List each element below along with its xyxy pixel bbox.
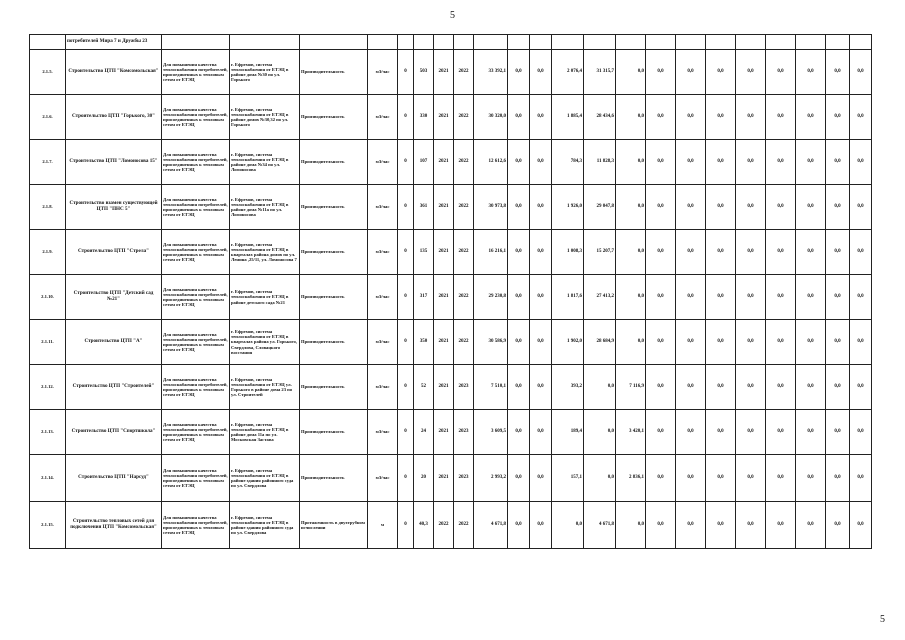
row-value: 0,0	[530, 275, 552, 320]
row-value: 0,0	[584, 365, 616, 410]
row-value: 0,0	[508, 502, 530, 549]
page-number-bottom: 5	[880, 614, 885, 625]
row-value: 0,0	[616, 275, 646, 320]
row-value: 0,0	[826, 455, 850, 502]
row-value: 0,0	[766, 365, 796, 410]
page-number-top: 5	[450, 10, 455, 21]
row-value: 0,0	[676, 320, 706, 365]
row-value: 0,0	[826, 320, 850, 365]
row-value: 0,0	[736, 50, 766, 95]
row-purpose: Для повышения качества теплоснабжения потребителей, присоединенных к тепловым сетям от ЕТЭЦ	[162, 455, 230, 502]
row-total-cost: 4 671,8	[474, 502, 508, 549]
row-value: 0,0	[676, 50, 706, 95]
row-year-start: 2021	[434, 320, 454, 365]
row-value: 0,0	[736, 455, 766, 502]
row-location: г. Ефремов, система теплоснабжения от ЕТЭЦ в районе здания районного суда по ул. Свердлова	[230, 502, 300, 549]
row-year-start: 2021	[434, 185, 454, 230]
row-purpose: Для повышения качества теплоснабжения потребителей, присоединенных к тепловым сетям от ЕТЭЦ	[162, 410, 230, 455]
row-value: 361	[414, 185, 434, 230]
row-value: 0,0	[646, 410, 676, 455]
row-value: 15 207,7	[584, 230, 616, 275]
table-row	[30, 410, 872, 455]
investment-program-table	[29, 34, 872, 549]
row-total-cost: 3 609,5	[474, 410, 508, 455]
row-value: 52	[414, 365, 434, 410]
row-value: 0,0	[676, 95, 706, 140]
row-year-end: 2022	[454, 185, 474, 230]
row-name: Строительство ЦТП "Детский сад №21"	[66, 275, 162, 320]
row-value: 393,2	[552, 365, 584, 410]
row-value: 0,0	[584, 410, 616, 455]
row-unit: мЗ/час	[368, 95, 398, 140]
row-purpose: Для повышения качества теплоснабжения потребителей, присоединенных к тепловым сетям от ЕТЭЦ	[162, 365, 230, 410]
row-name: Строительство ЦТП "Ломоносова 15"	[66, 140, 162, 185]
row-value: 0,0	[706, 95, 736, 140]
row-value: 1 926,0	[552, 185, 584, 230]
row-total-cost: 2 993,2	[474, 455, 508, 502]
row-value: 0,0	[796, 502, 826, 549]
row-year-end: 2022	[454, 50, 474, 95]
row-value: 0,0	[646, 185, 676, 230]
row-parameter: Производительность	[300, 320, 368, 365]
table-row	[30, 320, 872, 365]
row-year-start: 2021	[434, 50, 454, 95]
row-id: 2.1.12.	[30, 365, 66, 410]
row-value: 157,1	[552, 455, 584, 502]
row-parameter: Производительность	[300, 140, 368, 185]
row-total-cost: 16 216,1	[474, 230, 508, 275]
row-value: 0,0	[796, 95, 826, 140]
row-value: 0,0	[552, 502, 584, 549]
row-value: 0,0	[796, 320, 826, 365]
row-value: 0,0	[850, 185, 872, 230]
row-value: 28 434,6	[584, 95, 616, 140]
row-value: 1 008,3	[552, 230, 584, 275]
row-value: 27 413,2	[584, 275, 616, 320]
row-parameter: Производительность	[300, 275, 368, 320]
row-purpose: Для повышения качества теплоснабжения потребителей, присоединенных к тепловым сетям от ЕТЭЦ	[162, 50, 230, 95]
row-id: 2.1.14.	[30, 455, 66, 502]
row-value: 0,0	[530, 50, 552, 95]
row-value: 0,0	[706, 320, 736, 365]
row-parameter: Производительность	[300, 50, 368, 95]
row-value: 0,0	[530, 502, 552, 549]
row-unit: мЗ/час	[368, 185, 398, 230]
row-value: 0,0	[736, 410, 766, 455]
row-parameter: Производительность	[300, 365, 368, 410]
row-unit: мЗ/час	[368, 455, 398, 502]
row-total-cost: 33 392,1	[474, 50, 508, 95]
row-year-end: 2022	[454, 320, 474, 365]
row-value: 0,0	[676, 410, 706, 455]
row-value: 2 836,1	[616, 455, 646, 502]
row-value: 0,0	[584, 455, 616, 502]
row-value: 0,0	[796, 365, 826, 410]
row-purpose: Для повышения качества теплоснабжения потребителей, присоединенных к тепловым сетям от ЕТЭЦ	[162, 185, 230, 230]
row-value: 0,0	[826, 365, 850, 410]
row-value: 0,0	[850, 275, 872, 320]
row-name: Строительство ЦТП "Стрела"	[66, 230, 162, 275]
row-value: 0,0	[530, 365, 552, 410]
row-name: Строительство взамен существующей ЦТП "ПНС 5"	[66, 185, 162, 230]
row-value: 0,0	[766, 410, 796, 455]
row-value: 0,0	[706, 185, 736, 230]
row-value: 0,0	[646, 320, 676, 365]
row-value: 0,0	[646, 275, 676, 320]
row-total-cost: 30 586,9	[474, 320, 508, 365]
row-value: 0,0	[508, 410, 530, 455]
row-unit: мЗ/час	[368, 410, 398, 455]
row-value: 0,0	[616, 185, 646, 230]
table-row	[30, 185, 872, 230]
row-value: 0,0	[736, 95, 766, 140]
row-id: 2.1.15.	[30, 502, 66, 549]
row-year-end: 2022	[454, 502, 474, 549]
row-total-cost: 12 612,6	[474, 140, 508, 185]
row-value: 0,0	[736, 365, 766, 410]
row-value: 0,0	[850, 50, 872, 95]
row-value: 20	[414, 455, 434, 502]
row-value: 0,0	[826, 95, 850, 140]
row-value: 0,0	[766, 502, 796, 549]
row-purpose: Для повышения качества теплоснабжения потребителей, присоединенных к тепловым сетям от ЕТЭЦ	[162, 95, 230, 140]
table-row	[30, 502, 872, 549]
row-value: 0,0	[508, 50, 530, 95]
row-value: 0,0	[706, 275, 736, 320]
row-unit: м	[368, 502, 398, 549]
row-value: 40,3	[414, 502, 434, 549]
row-value: 0,0	[796, 275, 826, 320]
table-row	[30, 50, 872, 95]
row-year-start: 2021	[434, 95, 454, 140]
row-value: 135	[414, 230, 434, 275]
table-row	[30, 455, 872, 502]
row-value: 0,0	[826, 502, 850, 549]
row-value: 0	[398, 230, 414, 275]
row-value: 0,0	[766, 230, 796, 275]
row-unit: мЗ/час	[368, 365, 398, 410]
row-location: г. Ефремов, система теплоснабжения от ЕТЭЦ в районе дома №34 по ул. Ломоносова	[230, 140, 300, 185]
row-parameter: Производительность	[300, 185, 368, 230]
row-value: 0,0	[646, 365, 676, 410]
row-value: 0,0	[616, 230, 646, 275]
row-year-start: 2021	[434, 230, 454, 275]
row-value: 0,0	[508, 275, 530, 320]
row-value: 0	[398, 455, 414, 502]
row-year-end: 2022	[454, 275, 474, 320]
row-year-start: 2021	[434, 410, 454, 455]
row-value: 0,0	[796, 140, 826, 185]
row-value: 0	[398, 365, 414, 410]
row-value: 0,0	[826, 50, 850, 95]
row-value: 0,0	[766, 455, 796, 502]
row-value: 0,0	[646, 502, 676, 549]
row-value: 0,0	[766, 275, 796, 320]
row-value: 0,0	[796, 50, 826, 95]
row-value: 0,0	[530, 185, 552, 230]
row-value: 0,0	[676, 365, 706, 410]
row-value: 0,0	[706, 230, 736, 275]
row-value: 0,0	[676, 502, 706, 549]
row-purpose: Для повышения качества теплоснабжения потребителей, присоединенных к тепловым сетям от ЕТЭЦ	[162, 230, 230, 275]
row-value: 0,0	[676, 185, 706, 230]
row-value: 0,0	[530, 410, 552, 455]
row-value: 330	[414, 95, 434, 140]
row-total-cost: 30 973,8	[474, 185, 508, 230]
row-value: 0,0	[706, 410, 736, 455]
row-year-end: 2022	[454, 95, 474, 140]
row-value: 0,0	[850, 140, 872, 185]
row-value: 0,0	[706, 140, 736, 185]
row-value: 0,0	[646, 95, 676, 140]
row-value: 0	[398, 95, 414, 140]
row-value: 0,0	[850, 502, 872, 549]
row-value: 29 047,8	[584, 185, 616, 230]
row-id: 2.1.8.	[30, 185, 66, 230]
row-id: 2.1.13.	[30, 410, 66, 455]
row-value: 0	[398, 140, 414, 185]
row-value: 0,0	[796, 185, 826, 230]
row-value: 0,0	[676, 275, 706, 320]
row-value: 0,0	[616, 320, 646, 365]
row-location: г. Ефремов, система теплоснабжения от ЕТЭЦ в районе дома №11а по ул. Ломоносова	[230, 185, 300, 230]
row-purpose: Для повышения качества теплоснабжения потребителей, присоединенных к тепловым сетям от ЕТЭЦ	[162, 502, 230, 549]
row-year-end: 2023	[454, 410, 474, 455]
row-value: 0,0	[530, 95, 552, 140]
row-id: 2.1.10.	[30, 275, 66, 320]
row-value: 0	[398, 320, 414, 365]
row-value: 0,0	[766, 95, 796, 140]
row-location: г. Ефремов, система теплоснабжения от ЕТЭЦ в районе детского сада №21	[230, 275, 300, 320]
row-value: 0	[398, 50, 414, 95]
row-value: 189,4	[552, 410, 584, 455]
row-value: 350	[414, 320, 434, 365]
row-name: Строительство тепловых сетей для подключения ЦТП "Комсомольская"	[66, 502, 162, 549]
row-purpose: Для повышения качества теплоснабжения потребителей, присоединенных к тепловым сетям от ЕТЭЦ	[162, 275, 230, 320]
row-value: 503	[414, 50, 434, 95]
row-value: 0,0	[508, 320, 530, 365]
row-location: г. Ефремов, система теплоснабжения от ЕТЭЦ в кварталах района домов по ул. Ленина ,25/11, ул. Ломоносова 7	[230, 230, 300, 275]
row-id: 2.1.9.	[30, 230, 66, 275]
row-value: 0,0	[616, 140, 646, 185]
row-value: 0	[398, 185, 414, 230]
row-value: 0,0	[736, 230, 766, 275]
row-value: 1 817,6	[552, 275, 584, 320]
row-unit: мЗ/час	[368, 50, 398, 95]
row-unit: мЗ/час	[368, 275, 398, 320]
row-unit: мЗ/час	[368, 230, 398, 275]
row-value: 0,0	[646, 50, 676, 95]
row-value: 31 315,7	[584, 50, 616, 95]
row-value: 0,0	[706, 455, 736, 502]
row-value: 0,0	[796, 410, 826, 455]
row-value: 0,0	[530, 455, 552, 502]
row-total-cost: 7 510,1	[474, 365, 508, 410]
row-value: 0,0	[530, 230, 552, 275]
row-year-end: 2023	[454, 455, 474, 502]
row-name: потребителей Мира 7 и Дружбы 23	[66, 35, 162, 50]
row-value: 0	[398, 275, 414, 320]
row-value: 2 076,4	[552, 50, 584, 95]
row-value: 24	[414, 410, 434, 455]
row-location: г. Ефремов, система теплоснабжения от ЕТЭЦ в районе дома 11а по ул. Московская Застава	[230, 410, 300, 455]
row-value: 0,0	[508, 185, 530, 230]
row-year-end: 2023	[454, 365, 474, 410]
row-parameter: Производительность	[300, 455, 368, 502]
row-value: 0,0	[826, 410, 850, 455]
row-location: г. Ефремов, система теплоснабжения от ЕТЭЦ в кварталах района ул. Горького, Свердлова, Словацкого восстания	[230, 320, 300, 365]
row-value: 0,0	[676, 230, 706, 275]
row-value: 0,0	[766, 50, 796, 95]
row-value: 0,0	[850, 230, 872, 275]
row-value: 0,0	[508, 365, 530, 410]
row-location: г. Ефремов, система теплоснабжения от ЕТЭЦ ул. Горького в районе дома 23 по ул. Строителей	[230, 365, 300, 410]
row-value: 0,0	[508, 140, 530, 185]
row-value: 4 671,8	[584, 502, 616, 549]
row-id: 2.1.11.	[30, 320, 66, 365]
row-name: Строительство ЦТП "Спортшкола"	[66, 410, 162, 455]
row-value: 0,0	[826, 230, 850, 275]
table-row	[30, 275, 872, 320]
row-value: 0,0	[766, 185, 796, 230]
row-parameter: Протяженность в двухтрубном исчислении	[300, 502, 368, 549]
row-name: Строительство ЦТП "Нарсуд"	[66, 455, 162, 502]
row-value: 0,0	[508, 95, 530, 140]
row-value: 0,0	[796, 230, 826, 275]
row-value: 28 684,9	[584, 320, 616, 365]
row-parameter: Производительность	[300, 95, 368, 140]
row-location: г. Ефремов, система теплоснабжения от ЕТЭЦ в районе домов №30,32 по ул. Горького	[230, 95, 300, 140]
row-year-start: 2021	[434, 365, 454, 410]
row-year-start: 2022	[434, 502, 454, 549]
row-value: 7 116,9	[616, 365, 646, 410]
row-value: 0,0	[826, 185, 850, 230]
row-value: 0,0	[706, 502, 736, 549]
row-purpose: Для повышения качества теплоснабжения потребителей, присоединенных к тепловым сетям от ЕТЭЦ	[162, 320, 230, 365]
row-year-end: 2022	[454, 140, 474, 185]
row-year-start: 2021	[434, 140, 454, 185]
row-value: 0,0	[736, 275, 766, 320]
row-value: 0,0	[736, 320, 766, 365]
table-row-continued	[30, 35, 872, 50]
row-name: Строительство ЦТП "Комсомольская"	[66, 50, 162, 95]
row-value: 0,0	[508, 230, 530, 275]
row-value: 0,0	[646, 140, 676, 185]
row-unit: мЗ/час	[368, 140, 398, 185]
row-value: 0,0	[736, 140, 766, 185]
row-value: 0,0	[850, 320, 872, 365]
row-total-cost: 30 320,0	[474, 95, 508, 140]
row-value: 0	[398, 410, 414, 455]
row-value: 1 885,4	[552, 95, 584, 140]
row-value: 0,0	[706, 50, 736, 95]
row-unit: мЗ/час	[368, 320, 398, 365]
row-value: 0,0	[646, 230, 676, 275]
row-value: 0,0	[616, 502, 646, 549]
row-value: 0,0	[826, 140, 850, 185]
row-value: 0,0	[616, 95, 646, 140]
row-value: 0,0	[676, 140, 706, 185]
row-value: 0,0	[646, 455, 676, 502]
row-value: 107	[414, 140, 434, 185]
row-value: 0,0	[850, 365, 872, 410]
row-value: 0,0	[850, 95, 872, 140]
table-row	[30, 365, 872, 410]
row-name: Строительство ЦТП "Строителей"	[66, 365, 162, 410]
row-value: 0,0	[796, 455, 826, 502]
row-id: 2.1.5.	[30, 50, 66, 95]
row-value: 0,0	[676, 455, 706, 502]
row-value: 3 420,1	[616, 410, 646, 455]
row-value: 0	[398, 502, 414, 549]
row-id: 2.1.7.	[30, 140, 66, 185]
row-year-start: 2021	[434, 455, 454, 502]
row-name: Строительство ЦТП "А"	[66, 320, 162, 365]
row-total-cost: 29 230,8	[474, 275, 508, 320]
row-value: 0,0	[766, 140, 796, 185]
row-value: 0,0	[530, 320, 552, 365]
row-parameter: Производительность	[300, 230, 368, 275]
row-purpose: Для повышения качества теплоснабжения потребителей, присоединенных к тепловым сетям от ЕТЭЦ	[162, 140, 230, 185]
row-value: 0,0	[530, 140, 552, 185]
row-name: Строительство ЦТП "Горького, 30"	[66, 95, 162, 140]
row-value: 1 902,0	[552, 320, 584, 365]
table-row	[30, 230, 872, 275]
table-row	[30, 140, 872, 185]
row-value: 0,0	[736, 502, 766, 549]
row-value: 0,0	[706, 365, 736, 410]
table-row	[30, 95, 872, 140]
row-value: 0,0	[766, 320, 796, 365]
row-id: 2.1.6.	[30, 95, 66, 140]
row-value: 0,0	[736, 185, 766, 230]
row-value: 0,0	[508, 455, 530, 502]
row-value: 0,0	[826, 275, 850, 320]
row-value: 0,0	[850, 410, 872, 455]
row-year-start: 2021	[434, 275, 454, 320]
row-value: 0,0	[850, 455, 872, 502]
row-value: 0,0	[616, 50, 646, 95]
row-value: 317	[414, 275, 434, 320]
row-value: 784,3	[552, 140, 584, 185]
row-year-end: 2022	[454, 230, 474, 275]
row-parameter: Производительность	[300, 410, 368, 455]
row-location: г. Ефремов, система теплоснабжения от ЕТЭЦ в районе здания районного суда по ул. Свердлова	[230, 455, 300, 502]
row-value: 11 828,3	[584, 140, 616, 185]
row-location: г. Ефремов, система теплоснабжения от ЕТЭЦ в районе дома №30 по ул. Горького	[230, 50, 300, 95]
